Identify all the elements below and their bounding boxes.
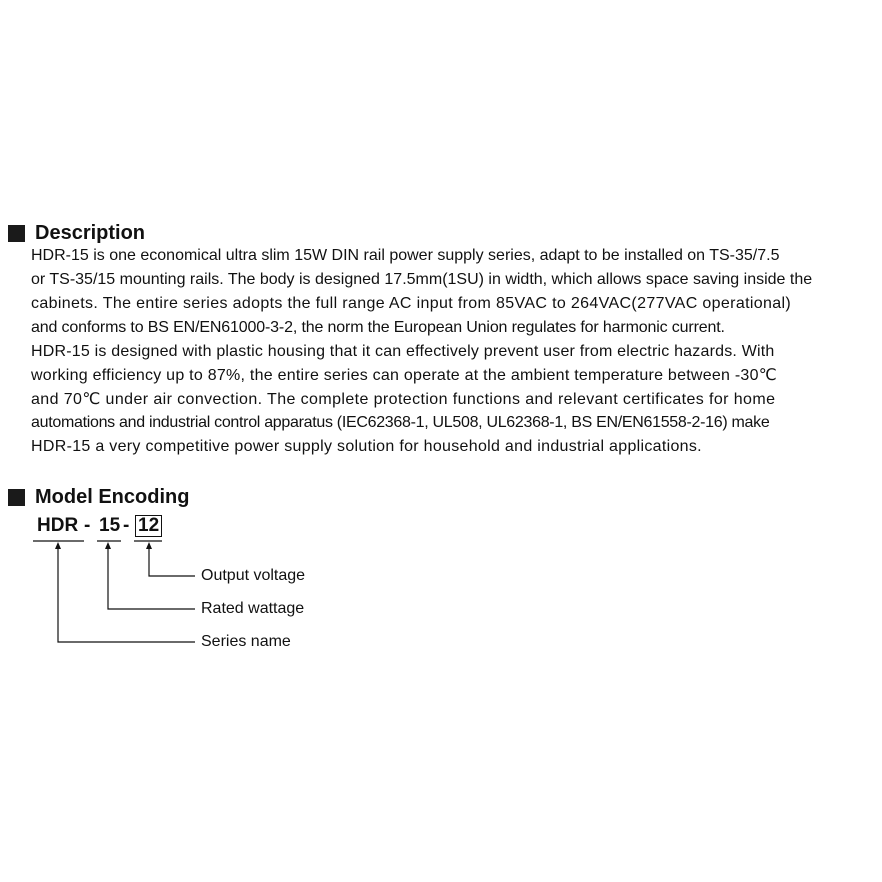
code-voltage-box: 12 bbox=[135, 515, 162, 537]
description-line: working efficiency up to 87%, the entire series can operate at the ambient temperature between -30℃ bbox=[31, 367, 777, 384]
arrow-up-icon bbox=[146, 542, 152, 549]
description-line: automations and industrial control apparatus (IEC62368-1, UL508, UL62368-1, BS EN/EN61558-2-16) make bbox=[31, 414, 770, 431]
description-line: and conforms to BS EN/EN61000-3-2, the norm the European Union regulates for harmonic current. bbox=[31, 319, 725, 336]
code-separator: - bbox=[84, 515, 91, 536]
code-wattage: 15 bbox=[99, 515, 121, 536]
code-separator: - bbox=[123, 515, 130, 536]
description-heading-text: Description bbox=[35, 222, 146, 244]
series-name-label: Series name bbox=[201, 633, 291, 650]
code-series: HDR bbox=[37, 515, 79, 536]
output-voltage-label: Output voltage bbox=[201, 567, 306, 584]
output-voltage-leader bbox=[149, 546, 195, 576]
description-line: cabinets. The entire series adopts the full range AC input from 85VAC to 264VAC(277VAC operational) bbox=[31, 295, 792, 312]
description-line: and 70℃ under air convection. The complete protection functions and relevant certificates for home bbox=[31, 391, 776, 408]
description-line: or TS-35/15 mounting rails. The body is designed 17.5mm(1SU) in width, which allows space saving inside the bbox=[31, 271, 813, 288]
description-line: HDR-15 is one economical ultra slim 15W DIN rail power supply series, adapt to be installed on TS-35/7.5 bbox=[31, 247, 780, 264]
description-line: HDR-15 a very competitive power supply solution for household and industrial applications. bbox=[31, 438, 702, 455]
rated-wattage-label: Rated wattage bbox=[201, 600, 305, 617]
description-line: HDR-15 is designed with plastic housing that it can effectively prevent user from electric hazards. With bbox=[31, 343, 775, 360]
rated-wattage-leader bbox=[108, 546, 195, 609]
series-name-leader bbox=[58, 546, 195, 642]
arrow-up-icon bbox=[55, 542, 61, 549]
arrow-up-icon bbox=[105, 542, 111, 549]
model-encoding-heading-text: Model Encoding bbox=[35, 486, 190, 508]
